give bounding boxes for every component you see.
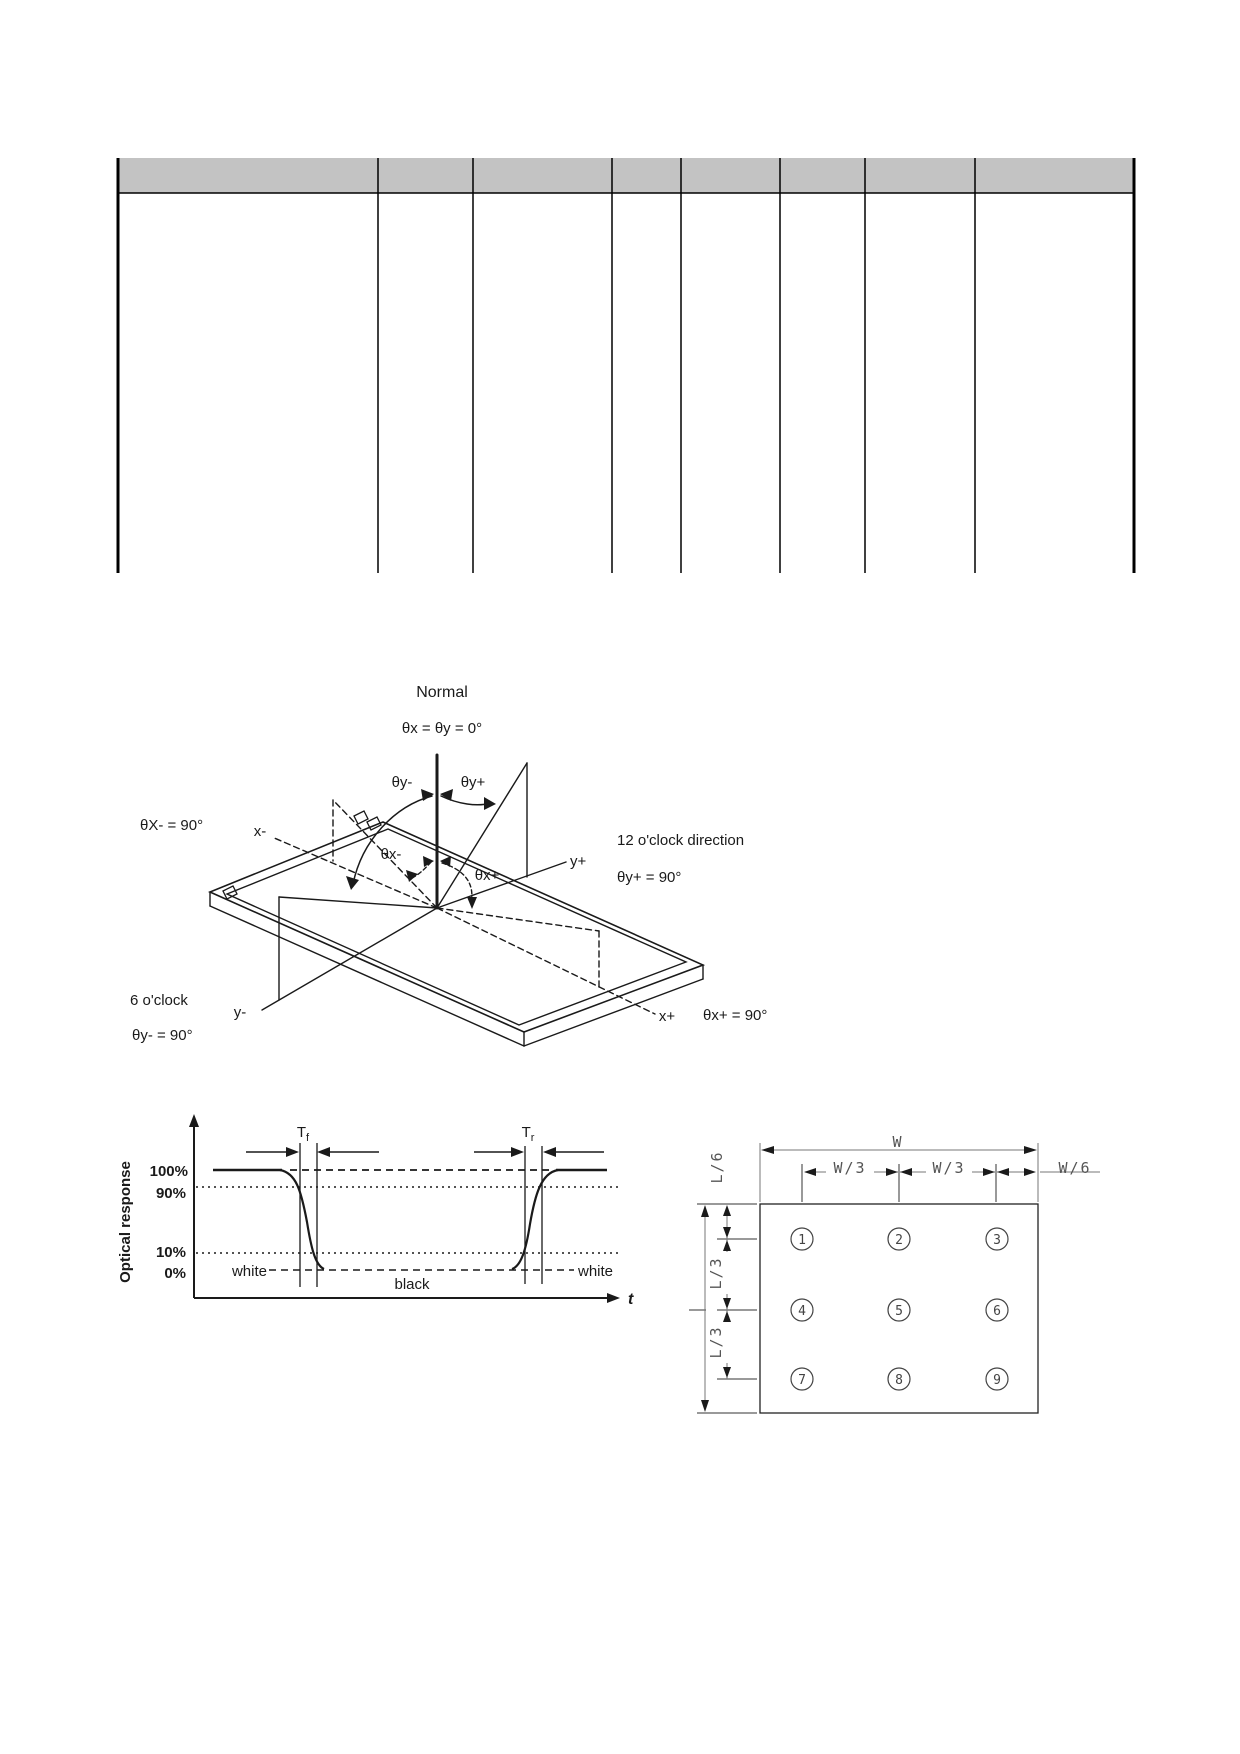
point-7: 7 [798,1373,806,1388]
theta-y-plus-90-label: θy+ = 90° [617,869,682,886]
arrowhead [317,1147,330,1157]
level-10-label: 10% [155,1244,186,1261]
y-axis-title: Optical response [117,1161,134,1283]
arrowhead [761,1146,774,1154]
w3-right-label: W/3 [932,1159,966,1177]
theta-y-minus-arc [353,796,432,884]
twelve-oclock-label: 12 o'clock direction [617,832,745,849]
level-90-label: 90% [155,1185,186,1202]
rising-response-curve [512,1170,558,1269]
lcd-panel-side-faces [210,892,703,1046]
lcd-panel-outer-outline [210,822,703,1032]
x-minus-label: x- [253,823,267,840]
theta-x-plus-90-label: θx+ = 90° [703,1007,768,1024]
normal-label: Normal [416,684,468,701]
level-100-label: 100% [149,1163,188,1180]
point-5: 5 [895,1304,903,1319]
w3-left-label: W/3 [833,1159,867,1177]
level-0-label: 0% [164,1265,186,1282]
w6-label: W/6 [1058,1159,1092,1177]
theta-y-minus-90-label: θy- = 90° [132,1027,193,1044]
arrowhead [983,1168,995,1176]
arrowhead [997,1168,1009,1176]
theta-x-plus-label: θx+ [474,867,500,884]
white-right-label: white [578,1263,614,1280]
spec-table [118,158,1134,573]
arrowhead [900,1168,912,1176]
arrowhead [723,1227,731,1238]
arrowhead [511,1147,524,1157]
arrowhead [1024,1146,1037,1154]
normal-angles-label: θx = θy = 0° [401,720,483,737]
point-4: 4 [798,1304,806,1319]
arrowhead [723,1298,731,1309]
arrowhead [421,789,434,801]
l3-bottom-label: L/3 [707,1325,725,1359]
theta-x-minus-label: θx- [380,846,402,863]
y-minus-label: y- [233,1004,247,1021]
white-left-label: white [231,1263,267,1280]
l6-label: L/6 [708,1150,726,1184]
theta-x-minus-90-label: θX- = 90° [140,817,204,834]
point-8: 8 [895,1373,903,1388]
arrowhead [406,870,418,882]
x-plus-plane-dashed [437,908,655,1014]
arrowhead [886,1168,898,1176]
point-2: 2 [895,1233,903,1248]
arrowhead [723,1311,731,1322]
six-oclock-label: 6 o'clock [130,992,188,1009]
arrowhead [467,897,477,909]
arrowhead [804,1168,816,1176]
w-dim-label: W [892,1133,904,1151]
black-label: black [394,1276,430,1293]
arrowhead [286,1147,299,1157]
point-3: 3 [993,1233,1001,1248]
point-6: 6 [993,1304,1001,1319]
arrowhead [723,1240,731,1251]
theta-y-minus-label: θy- [391,774,413,791]
y-axis-arrowhead [189,1114,199,1127]
arrowhead [723,1367,731,1378]
l3-top-label: L/3 [707,1256,725,1290]
time-axis-label: t [628,1291,634,1308]
theta-y-plus-label: θy+ [460,774,486,791]
arrowhead [723,1205,731,1216]
arrowhead [1024,1168,1036,1176]
measurement-point-numbers [798,1233,1001,1388]
point-9: 9 [993,1373,1001,1388]
arrowhead [701,1205,709,1217]
x-axis-arrowhead [607,1293,620,1303]
nine-point-diagram [689,1133,1100,1413]
arrowhead [543,1147,556,1157]
x-plus-label: x+ [658,1008,676,1025]
y-plus-plane [437,763,566,908]
arrowhead [440,856,451,867]
w3-ticks [802,1164,996,1202]
tf-label: $T_f$ [296,1124,310,1144]
point-1: 1 [798,1233,806,1248]
tr-label: $T_r$ [521,1124,535,1144]
arrowhead [701,1400,709,1412]
y-plus-label: y+ [570,853,587,870]
table-header-row [118,158,1134,193]
arrowhead [346,876,359,890]
arrowhead [484,797,496,810]
optical-response-chart [117,1114,634,1308]
viewing-angle-diagram [130,684,767,1046]
